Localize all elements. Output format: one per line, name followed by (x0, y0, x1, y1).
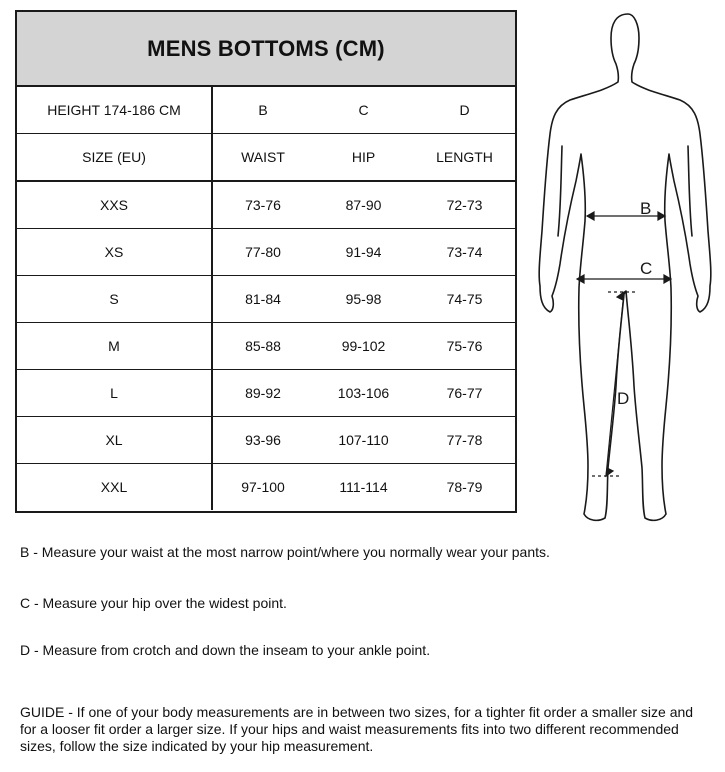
table-row (17, 229, 515, 276)
table-header-cell: D (459, 102, 470, 118)
figure-label-d: D (617, 389, 630, 408)
table-row (17, 417, 515, 464)
sizing-guide: GUIDE - If one of your body measurements are in between two sizes, for a tighter fit order a smaller size and for a looser fit order a larger size. If your hips and waist measurements fits into two different recommended sizes, follow the size indicated by your hip measurement. (20, 704, 694, 754)
table-cell: XL (17, 417, 212, 464)
right-arm-inner-line (688, 146, 692, 236)
table-cell: 95-98 (313, 276, 414, 323)
table-header-cell: C (358, 102, 369, 118)
body-outline (539, 14, 711, 520)
size-chart (15, 10, 517, 513)
table-cell: 81-84 (212, 276, 313, 323)
table-cell: 97-100 (212, 464, 313, 511)
table-cell: 103-106 (313, 370, 414, 417)
table-cell: 78-79 (414, 464, 515, 511)
table-cell: 73-74 (414, 229, 515, 276)
table-cell: XS (17, 229, 212, 276)
note-hip: C - Measure your hip over the widest point. (20, 595, 287, 611)
size-table (17, 87, 515, 510)
table-cell: M (17, 323, 212, 370)
table-cell: 99-102 (313, 323, 414, 370)
table-row (17, 181, 515, 229)
table-header-cell: HEIGHT 174-186 CM (17, 87, 212, 134)
table-cell: S (17, 276, 212, 323)
table-header-cell: SIZE (EU) (17, 134, 212, 182)
table-cell: XXS (17, 181, 212, 229)
table-cell: 74-75 (414, 276, 515, 323)
chart-title: MENS BOTTOMS (CM) (17, 12, 515, 87)
figure-label-b: B (640, 199, 652, 218)
table-row (17, 276, 515, 323)
table-cell: 111-114 (313, 464, 414, 511)
inseam-arrow-top (617, 292, 624, 300)
table-header-row (17, 134, 515, 182)
table-header-row (17, 87, 515, 134)
table-cell: 77-80 (212, 229, 313, 276)
figure-label-c: C (640, 259, 653, 278)
table-row (17, 323, 515, 370)
table-row (17, 370, 515, 417)
table-header-cell: HIP (313, 134, 414, 182)
table-cell: 75-76 (414, 323, 515, 370)
table-header-cell: WAIST (212, 134, 313, 182)
table-cell: 87-90 (313, 181, 414, 229)
inseam-measure-line (606, 292, 624, 476)
note-length: D - Measure from crotch and down the inseam to your ankle point. (20, 642, 431, 658)
table-cell: 89-92 (212, 370, 313, 417)
table-cell: 73-76 (212, 181, 313, 229)
table-cell: 77-78 (414, 417, 515, 464)
table-cell: 93-96 (212, 417, 313, 464)
table-header-cell: LENGTH (414, 134, 515, 182)
left-arm-inner-line (558, 146, 562, 236)
table-row (17, 464, 515, 511)
table-cell: 85-88 (212, 323, 313, 370)
table-cell: 107-110 (313, 417, 414, 464)
table-cell: 91-94 (313, 229, 414, 276)
note-waist: B - Measure your waist at the most narrow point/where you normally wear your pants. (20, 544, 550, 560)
table-cell: XXL (17, 464, 212, 511)
table-cell: 72-73 (414, 181, 515, 229)
inseam-arrow-bottom (606, 468, 613, 476)
body-measurement-figure (528, 6, 725, 530)
table-header-cell: B (258, 102, 268, 118)
table-cell: L (17, 370, 212, 417)
waist-arrow-left (587, 212, 594, 220)
table-cell: 76-77 (414, 370, 515, 417)
